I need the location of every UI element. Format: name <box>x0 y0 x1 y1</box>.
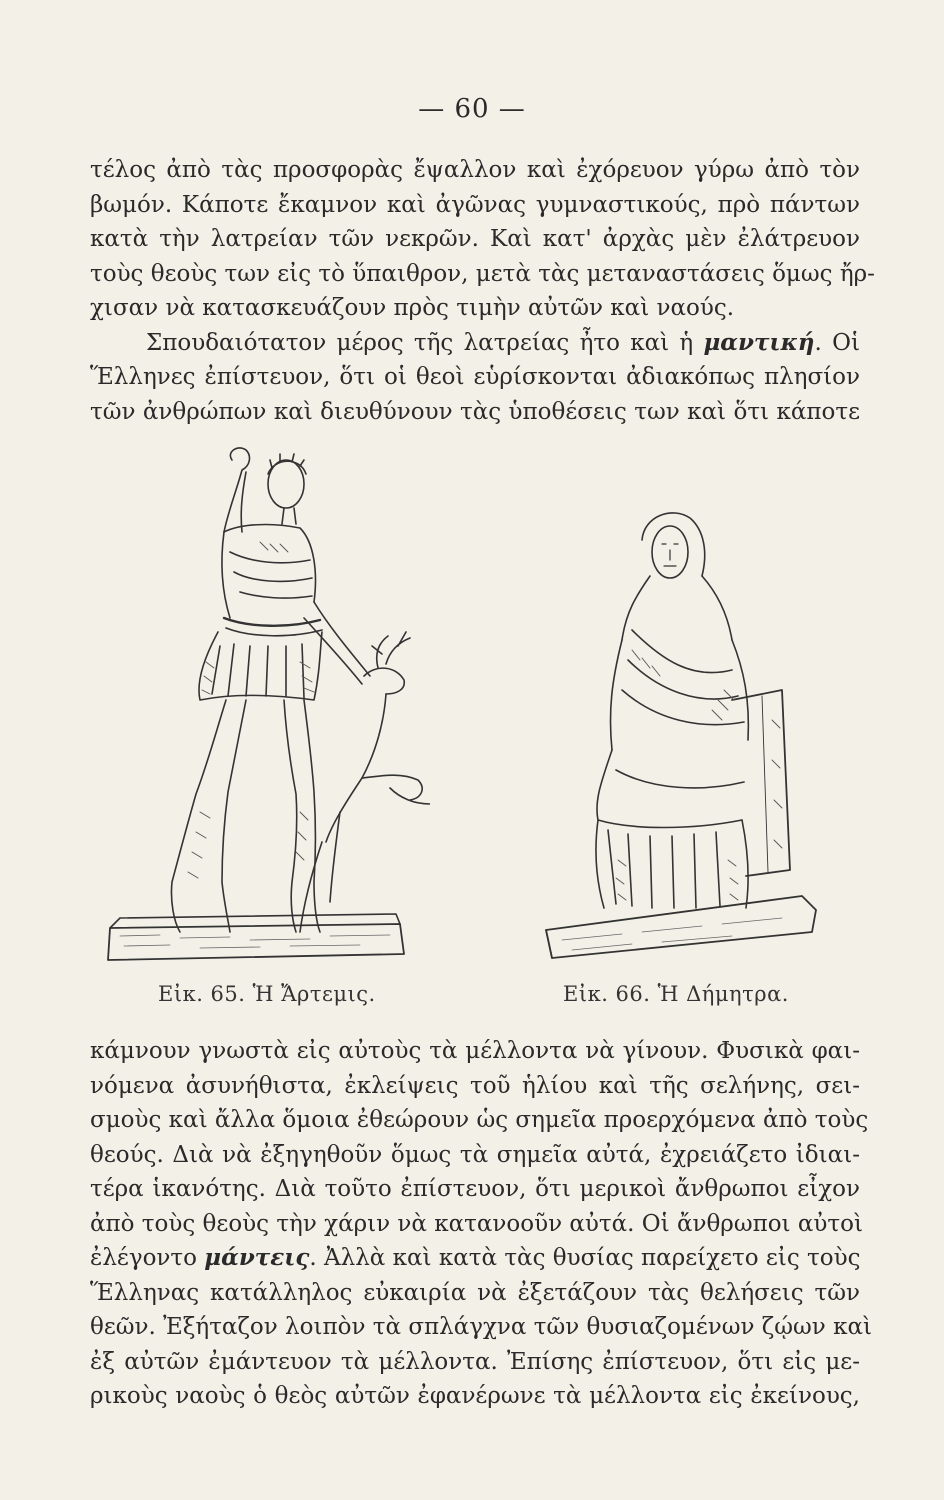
text-line: Ἕλληνες ἐπίστευον, ὅτι οἱ θεοὶ εὑρίσκονται ἀδιακόπως πλησίον <box>90 364 860 390</box>
text-fragment: . Ἀλλὰ καὶ κατὰ τὰς θυσίας παρείχετο εἰς τοὺς <box>309 1245 861 1271</box>
text-line: τέλος ἀπὸ τὰς προσφορὰς ἔψαλλον καὶ ἐχόρευον γύρω ἀπὸ τὸν <box>90 157 860 183</box>
text-line: τοὺς θεοὺς των εἰς τὸ ὕπαιθρον, μετὰ τὰς μεταναστάσεις ὅμως ἤρ- <box>90 260 875 287</box>
text-fragment: Σπουδαιότατον μέρος τῆς λατρείας ἦτο καὶ ἡ <box>146 329 704 356</box>
artemis-statue-figure <box>100 432 430 972</box>
bottom-text-block <box>90 1034 872 1414</box>
text-line-with-emphasis <box>90 1241 860 1276</box>
emphasis-manteis: μάντεις <box>204 1244 310 1271</box>
text-line-with-emphasis <box>90 326 860 361</box>
text-line: τῶν ἀνθρώπων καὶ διευθύνουν τὰς ὑποθέσεις των καὶ ὅτι κάποτε <box>90 398 860 425</box>
text-line: σμοὺς καὶ ἄλλα ὅμοια ἐθεώρουν ὡς σημεῖα προερχόμενα ἀπὸ τοὺς <box>90 1107 869 1133</box>
text-fragment: . Οἱ <box>814 329 860 356</box>
text-line: νόμενα ἀσυνήθιστα, ἐκλείψεις τοῦ ἡλίου καὶ τῆς σελήνης, σει- <box>90 1072 860 1099</box>
text-line: ρικοὺς ναοὺς ὁ θεὸς αὐτῶν ἐφανέρωνε τὰ μέλλοντα εἰς ἐκείνους, <box>90 1383 860 1409</box>
demeter-statue-illustration <box>532 500 832 970</box>
text-line: ἐξ αὐτῶν ἐμάντευον τὰ μέλλοντα. Ἐπίσης ἐπίστευον, ὅτι εἰς με- <box>90 1348 860 1375</box>
text-line: θεῶν. Ἐξήταζον λοιπὸν τὰ σπλάγχνα τῶν θυσιαζομένων ζῴων καὶ <box>90 1314 872 1340</box>
top-text-block <box>90 153 875 429</box>
text-line: βωμόν. Κάποτε ἔκαμνον καὶ ἀγῶνας γυμναστικούς, πρὸ πάντων <box>90 191 860 218</box>
text-line: κατὰ τὴν λατρείαν τῶν νεκρῶν. Καὶ κατ' ἀρχὰς μὲν ἐλάτρευον <box>90 226 860 252</box>
text-line: θεούς. Διὰ νὰ ἐξηγηθοῦν ὅμως τὰ σημεῖα αὐτά, ἐχρειάζετο ἰδιαι- <box>90 1141 860 1168</box>
text-line: κάμνουν γνωστὰ εἰς αὐτοὺς τὰ μέλλοντα νὰ γίνουν. Φυσικὰ φαι- <box>90 1038 860 1064</box>
text-line: χισαν νὰ κατασκευάζουν πρὸς τιμὴν αὐτῶν καὶ ναούς. <box>90 295 735 321</box>
emphasis-mantiki: μαντική <box>703 328 815 356</box>
figure-65-caption: Εἰκ. 65. Ἡ Ἄρτεμις. <box>158 982 376 1006</box>
text-line: τέρα ἱκανότης. Διὰ τοῦτο ἐπίστευον, ὅτι μερικοὶ ἄνθρωποι εἶχον <box>90 1176 860 1202</box>
artemis-statue-illustration <box>100 432 430 972</box>
text-line: Ἕλληνας κατάλληλος εὐκαιρία νὰ ἐξετάζουν τὰς θελήσεις τῶν <box>90 1279 860 1306</box>
figure-66-caption: Εἰκ. 66. Ἡ Δήμητρα. <box>563 982 789 1006</box>
demeter-statue-figure <box>532 500 832 970</box>
text-fragment: ἐλέγοντο <box>90 1245 205 1271</box>
page-number: — 60 — <box>418 94 526 124</box>
text-line: ἀπὸ τοὺς θεοὺς τὴν χάριν νὰ κατανοοῦν αὐτά. Οἱ ἄνθρωποι αὐτοὶ <box>90 1210 863 1237</box>
